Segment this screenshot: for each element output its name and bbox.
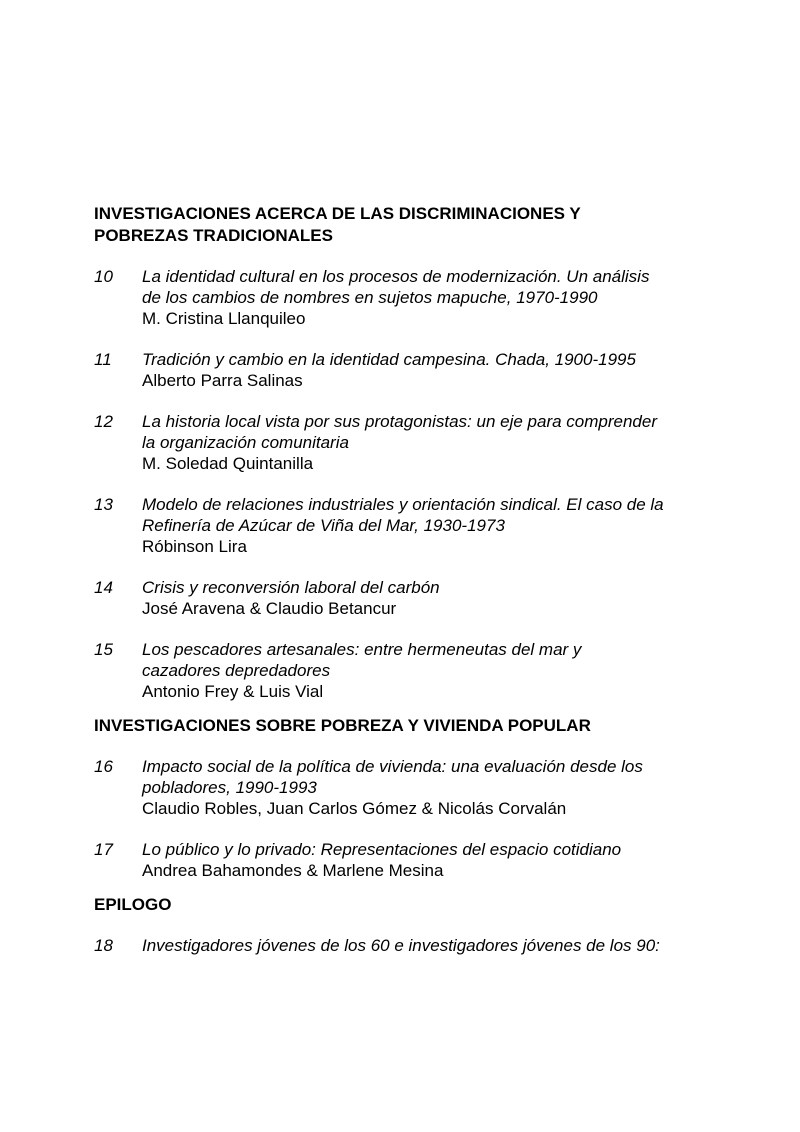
toc-entry (94, 494, 734, 557)
entry-number: 15 (94, 640, 113, 659)
entry-title-line: Refinería de Azúcar de Viña del Mar, 1930-1973 (142, 516, 505, 535)
entry-title-line: Impacto social de la política de vivienda: una evaluación desde los (142, 757, 643, 776)
entry-number: 17 (94, 840, 113, 859)
toc-entry (94, 266, 734, 329)
toc-entry (94, 577, 734, 619)
toc-entry (94, 349, 734, 391)
entry-title-line: cazadores depredadores (142, 661, 331, 680)
toc-entry (94, 839, 734, 881)
entry-title-line: pobladores, 1990-1993 (142, 778, 317, 797)
entry-number: 12 (94, 412, 113, 431)
entry-title-line: Crisis y reconversión laboral del carbón (142, 578, 440, 597)
entry-author: Claudio Robles, Juan Carlos Gómez & Nicolás Corvalán (142, 799, 567, 818)
entry-title-line: la organización comunitaria (142, 433, 349, 452)
entry-title-line: La identidad cultural en los procesos de modernización. Un análisis (142, 267, 650, 286)
toc-entry (94, 756, 734, 819)
entry-author: Alberto Parra Salinas (142, 371, 303, 390)
entry-number: 13 (94, 495, 113, 514)
toc-entry (94, 639, 734, 702)
entry-title-line: de los cambios de nombres en sujetos mapuche, 1970-1990 (142, 288, 598, 307)
section-heading (94, 715, 734, 737)
entry-title-line: Tradición y cambio en la identidad campesina. Chada, 1900-1995 (142, 350, 636, 369)
entry-author: José Aravena & Claudio Betancur (142, 599, 397, 618)
entry-number: 18 (94, 936, 113, 955)
section-heading-line: POBREZAS TRADICIONALES (94, 226, 333, 245)
entry-title-line: Lo público y lo privado: Representaciones del espacio cotidiano (142, 840, 622, 859)
section-heading-line: EPILOGO (94, 895, 172, 914)
entry-author: M. Soledad Quintanilla (142, 454, 314, 473)
entry-author: Andrea Bahamondes & Marlene Mesina (142, 861, 444, 880)
table-of-contents (94, 203, 734, 956)
section-heading (94, 894, 734, 916)
section-heading-line: INVESTIGACIONES SOBRE POBREZA Y VIVIENDA POPULAR (94, 716, 591, 735)
entry-title-line: Modelo de relaciones industriales y orientación sindical. El caso de la (142, 495, 664, 514)
entry-author: Antonio Frey & Luis Vial (142, 682, 324, 701)
toc-entry (94, 935, 734, 956)
section-heading (94, 203, 734, 247)
toc-entry (94, 411, 734, 474)
entry-title-line: Investigadores jóvenes de los 60 e investigadores jóvenes de los 90: (142, 936, 660, 955)
entry-number: 16 (94, 757, 113, 776)
entry-number: 11 (94, 350, 112, 369)
entry-title-line: Los pescadores artesanales: entre hermeneutas del mar y (142, 640, 582, 659)
section-heading-line: INVESTIGACIONES ACERCA DE LAS DISCRIMINACIONES Y (94, 204, 581, 223)
entry-number: 10 (94, 267, 113, 286)
entry-author: Róbinson Lira (142, 537, 247, 556)
entry-author: M. Cristina Llanquileo (142, 309, 306, 328)
entry-number: 14 (94, 578, 113, 597)
entry-title-line: La historia local vista por sus protagonistas: un eje para comprender (142, 412, 658, 431)
